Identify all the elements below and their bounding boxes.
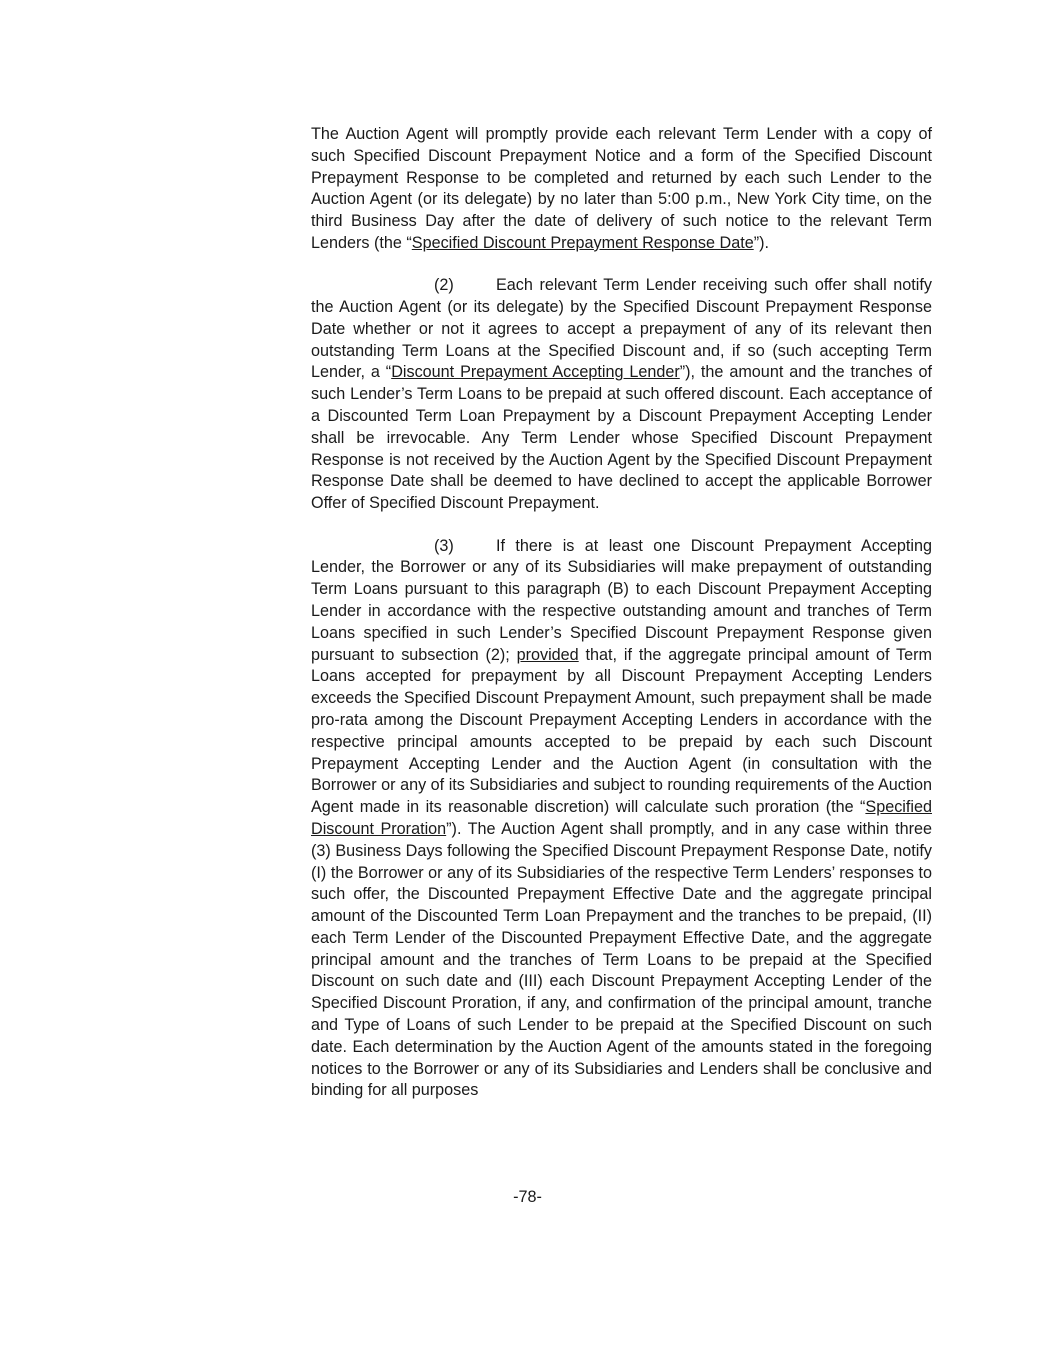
paragraph-text: The Auction Agent will promptly provide each relevant Term Lender with a copy of such Specified Discount Prepayment Notice and a form of the Specified Discount Prepayment Response to be completed and returned by each such Lender to the Auction Agent (or its delegate) by no later than 5:00 p.m., New York City time, on the third Business Day after the date of delivery of such notice to the relevant Term Lenders (the “ xyxy=(311,125,932,252)
defined-term-discount-proration: Specified Discount Proration xyxy=(311,798,932,838)
paragraph-auction-agent-notice xyxy=(311,124,932,255)
paragraph-text: If there is at least one Discount Prepayment Accepting Lender, the Borrower or any of its Subsidiaries will make prepayment of outstanding Term Loans pursuant to this paragraph (B) to each Discount Prepayment Accepting Lender in accordance with the respective outstanding amount and tranches of Term Loans specified in such Lender’s Specified Discount Prepayment Response given pursuant to subsection (2); xyxy=(311,536,932,664)
defined-term-response-date: Specified Discount Prepayment Response Date xyxy=(411,233,754,252)
defined-term-accepting-lender: Discount Prepayment Accepting Lender xyxy=(391,363,680,382)
paragraph-text: ”), the amount and the tranches of such Lender’s Term Loans to be prepaid at such offered discount. Each acceptance of a Discounted Term Loan Prepayment by a Discount Prepayment Accepting Lender shall be irrevocable. Any Term Lender whose Specified Discount Prepayment Response is not received by the Auction Agent by the Specified Discount Prepayment Response Date shall be deemed to have declined to accept the applicable Borrower Offer of Specified Discount Prepayment. xyxy=(311,363,932,513)
paragraph-number: (3) xyxy=(434,536,454,555)
document-body xyxy=(311,124,932,1102)
paragraph-3 xyxy=(311,536,932,1103)
defined-term-provided: provided xyxy=(516,645,579,664)
paragraph-number: (2) xyxy=(434,276,454,295)
page-number: -78- xyxy=(513,1188,542,1206)
paragraph-text: ”). xyxy=(753,233,769,252)
paragraph-text: that, if the aggregate principal amount of Term Loans accepted for prepayment by all Discount Prepayment Accepting Lenders exceeds the Specified Discount Prepayment Amount, such prepayment shall be made pro-rata among the Discount Prepayment Accepting Lenders in accordance with the respective principal amounts accepted to be prepaid by each such Discount Prepayment Accepting Lender and the Auction Agent (in consultation with the Borrower or any of its Subsidiaries and subject to rounding requirements of the Auction Agent made in its reasonable discretion) will calculate such proration (the “ xyxy=(311,645,933,817)
paragraph-text: ”). The Auction Agent shall promptly, and in any case within three (3) Business Days following the Specified Discount Prepayment Response Date, notify (I) the Borrower or any of its Subsidiaries of the respective Term Lenders’ responses to such offer, the Discounted Prepayment Effective Date and the aggregate principal amount of the Discounted Term Loan Prepayment and the tranches to be prepaid, (II) each Term Lender of the Discounted Prepayment Effective Date, and the aggregate principal amount and the tranches of Term Loans to be prepaid at the Specified Discount on such date and (III) each Discount Prepayment Accepting Lender of the Specified Discount Proration, if any, and confirmation of the principal amount, tranche and Type of Loans of such Lender to be prepaid at the Specified Discount on such date. Each determination by the Auction Agent of the amounts stated in the foregoing notices to the Borrower or any of its Subsidiaries and Lenders shall be conclusive and binding for all purposes xyxy=(311,819,932,1100)
paragraph-2 xyxy=(311,275,932,515)
paragraph-text: Each relevant Term Lender receiving such offer shall notify the Auction Agent (or its delegate) by the Specified Discount Prepayment Response Date whether or not it agrees to accept a prepayment of any of its relevant then outstanding Term Loans at the Specified Discount and, if so (such accepting Term Lender, a “ xyxy=(311,276,932,382)
